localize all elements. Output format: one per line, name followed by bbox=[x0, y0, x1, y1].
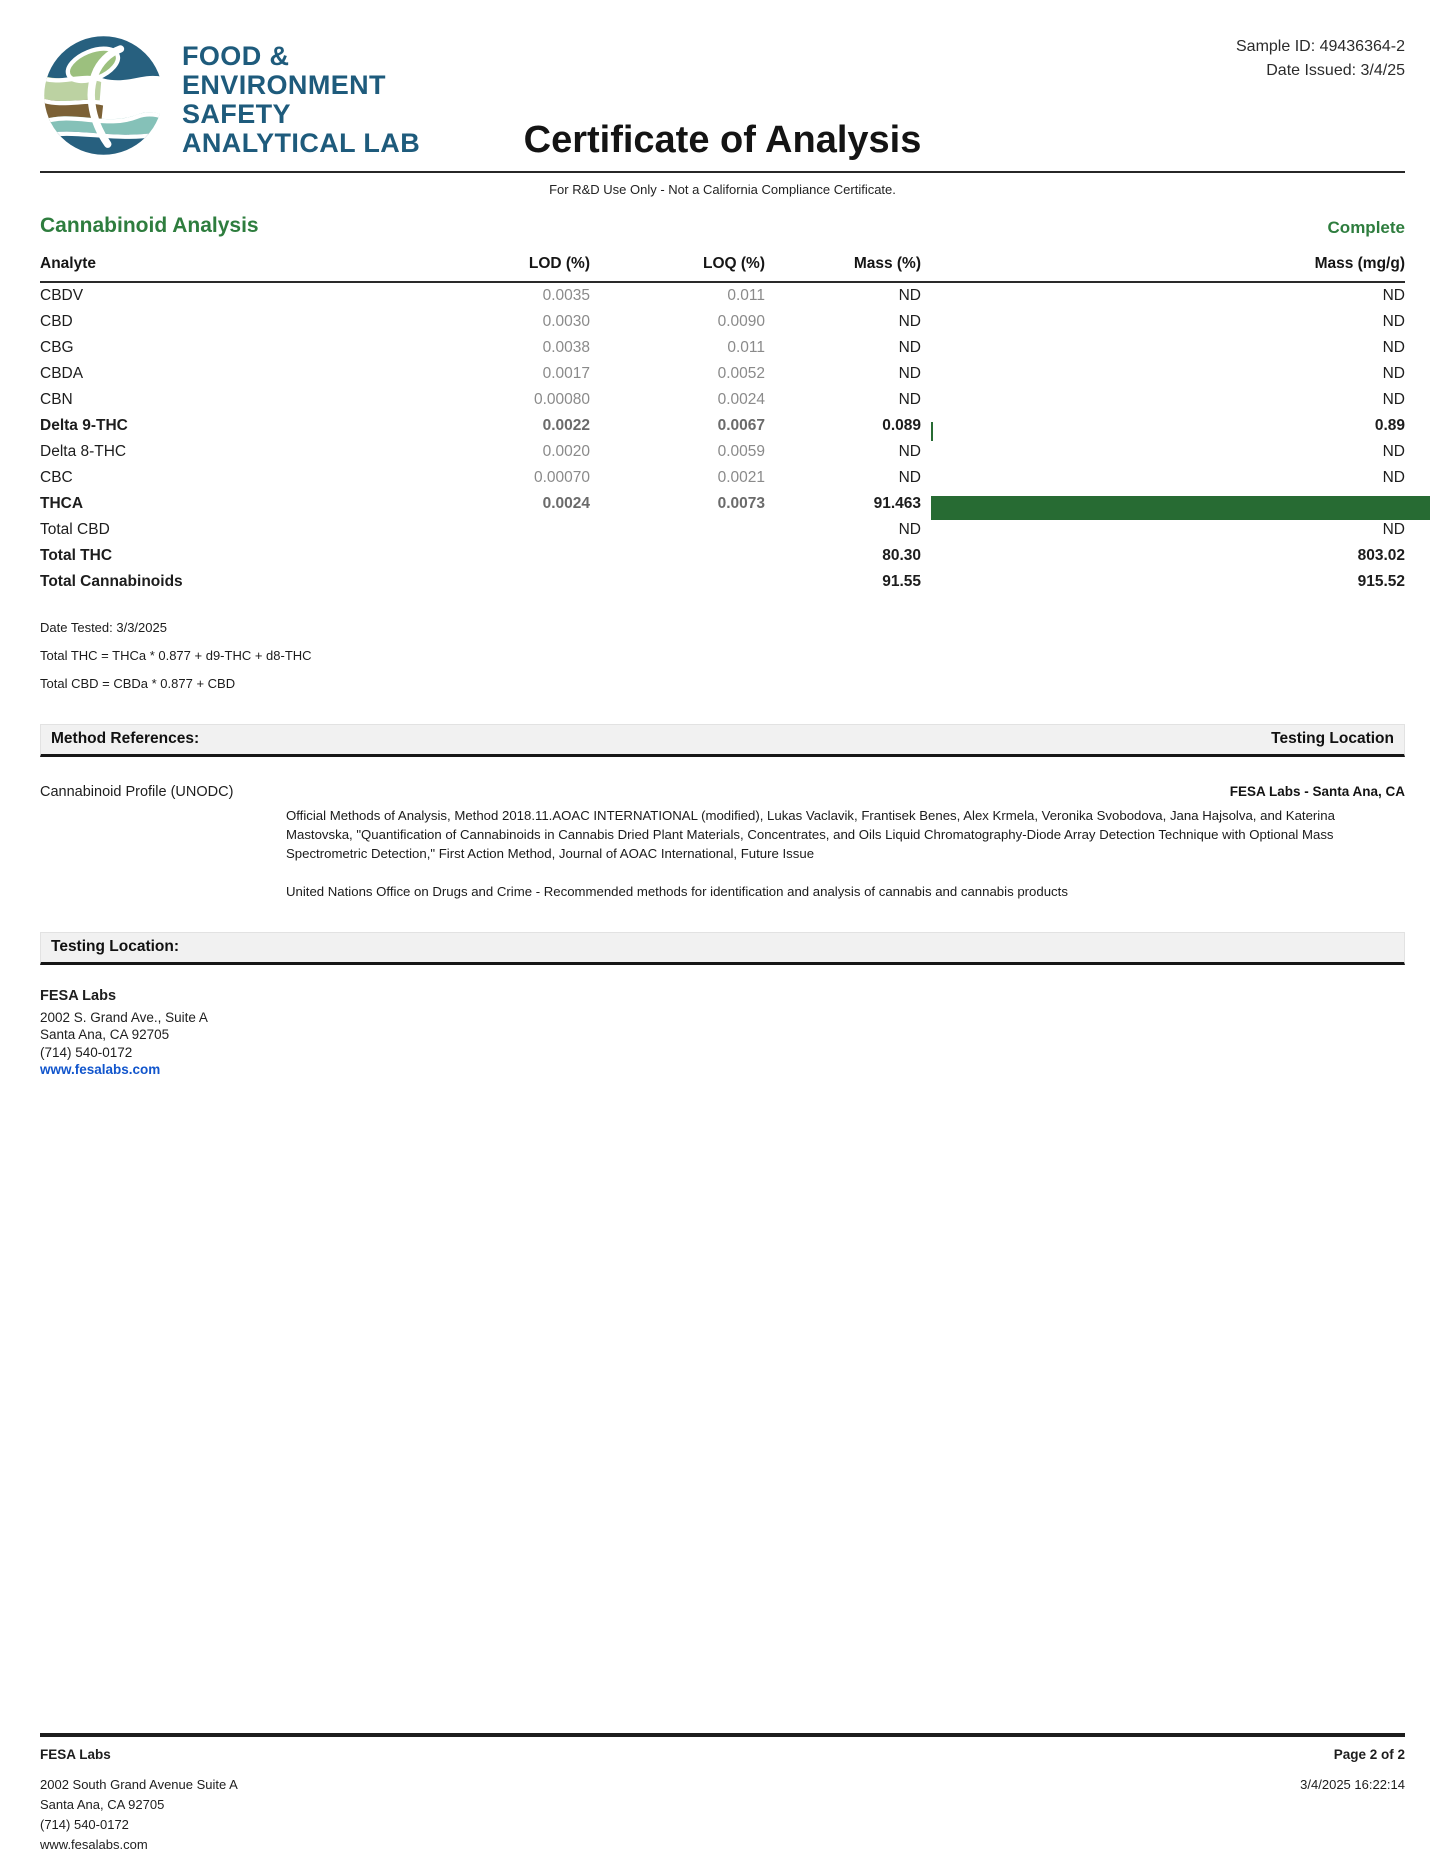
mass-mgg-value: ND bbox=[1382, 365, 1405, 382]
mass-pct-value: ND bbox=[898, 469, 921, 486]
analyte-name: CBG bbox=[40, 339, 74, 356]
analysis-header bbox=[40, 214, 1405, 238]
method-profile-row bbox=[40, 784, 1405, 800]
analyte-name: Total THC bbox=[40, 547, 113, 564]
analyte-name: Total CBD bbox=[40, 521, 110, 538]
loq-value bbox=[590, 517, 765, 543]
table-row-total-cannabinoids bbox=[40, 569, 1405, 595]
loq-value: 0.011 bbox=[727, 339, 765, 356]
testing-location-bar bbox=[40, 932, 1405, 965]
table-row bbox=[40, 439, 1405, 465]
mass-pct-value: ND bbox=[898, 521, 921, 538]
loq-value: 0.0073 bbox=[717, 495, 765, 512]
loq-value bbox=[590, 569, 765, 595]
lod-value bbox=[443, 517, 590, 543]
loq-value: 0.0024 bbox=[717, 391, 765, 408]
table-row bbox=[40, 517, 1405, 543]
loq-value: 0.0090 bbox=[717, 313, 765, 330]
document-subtitle: For R&D Use Only - Not a California Compliance Certificate. bbox=[549, 182, 896, 197]
lod-value: 0.0017 bbox=[542, 365, 590, 382]
mass-pct-value: ND bbox=[898, 339, 921, 356]
mass-pct-value: ND bbox=[898, 391, 921, 408]
page-number: Page 2 of 2 bbox=[1333, 1747, 1405, 1762]
mass-pct-value: 0.089 bbox=[882, 417, 921, 434]
method-reference-text: United Nations Office on Drugs and Crime - Recommended methods for identification and analysis of cannabis and cannabis products bbox=[286, 884, 1068, 899]
footer-lab-info bbox=[40, 1745, 238, 1855]
analyte-name: CBN bbox=[40, 391, 73, 408]
analyte-name: CBDV bbox=[40, 287, 84, 304]
mass-mgg-value: ND bbox=[1382, 469, 1405, 486]
lod-value: 0.0022 bbox=[542, 417, 590, 434]
table-row bbox=[40, 282, 1405, 309]
mass-mgg-value: 915.52 bbox=[1357, 573, 1405, 590]
table-row-delta9-thc bbox=[40, 413, 1405, 439]
thca-bar bbox=[931, 496, 1430, 520]
footer-address-line: Santa Ana, CA 92705 bbox=[40, 1797, 165, 1812]
method-testing-location-value: FESA Labs - Santa Ana, CA bbox=[1229, 784, 1405, 799]
table-row bbox=[40, 335, 1405, 361]
loq-value: 0.0021 bbox=[717, 469, 765, 486]
mass-pct-value: ND bbox=[898, 365, 921, 382]
mass-pct-value: 91.55 bbox=[882, 573, 921, 590]
loq-value bbox=[590, 543, 765, 569]
delta9-thc-bar bbox=[931, 421, 933, 441]
mass-pct-value: 91.463 bbox=[873, 495, 921, 512]
mass-mgg-value: ND bbox=[1382, 339, 1405, 356]
analyte-name: CBDA bbox=[40, 365, 84, 382]
status-badge: Complete bbox=[1327, 218, 1405, 237]
loq-value: 0.0059 bbox=[717, 443, 765, 460]
table-row bbox=[40, 361, 1405, 387]
logo-line: ENVIRONMENT bbox=[182, 70, 386, 100]
analyte-name: CBC bbox=[40, 469, 73, 486]
mass-mgg-value: ND bbox=[1382, 287, 1405, 304]
lod-value: 0.0035 bbox=[542, 287, 590, 304]
lod-value: 0.0030 bbox=[542, 313, 590, 330]
testing-location-block bbox=[40, 988, 1405, 1079]
method-references-bar bbox=[40, 724, 1405, 757]
col-lod: LOD (%) bbox=[443, 250, 590, 282]
print-timestamp: 3/4/2025 16:22:14 bbox=[1300, 1777, 1405, 1792]
footer-lab-name: FESA Labs bbox=[40, 1747, 111, 1762]
mass-pct-value: 80.30 bbox=[882, 547, 921, 564]
loq-value: 0.0067 bbox=[717, 417, 765, 434]
lod-value bbox=[443, 543, 590, 569]
lod-value: 0.00080 bbox=[533, 391, 590, 408]
footer-address-line: 2002 South Grand Avenue Suite A bbox=[40, 1777, 238, 1792]
mass-mgg-value: ND bbox=[1382, 443, 1405, 460]
cannabinoid-results-table bbox=[40, 250, 1405, 595]
footer-website-link[interactable]: www.fesalabs.com bbox=[40, 1837, 148, 1852]
lab-address-line: Santa Ana, CA 92705 bbox=[40, 1027, 170, 1042]
logo-line: ANALYTICAL LAB bbox=[182, 128, 421, 158]
analyte-name: THCA bbox=[40, 495, 84, 512]
mass-mgg-value: ND bbox=[1382, 313, 1405, 330]
lab-address-line: 2002 S. Grand Ave., Suite A bbox=[40, 1009, 208, 1025]
footer-phone: (714) 540-0172 bbox=[40, 1817, 129, 1832]
testing-location-label: Testing Location: bbox=[51, 938, 180, 955]
loq-value: 0.0052 bbox=[717, 365, 765, 382]
analyte-name: Total Cannabinoids bbox=[40, 573, 183, 590]
sample-meta bbox=[1236, 35, 1405, 83]
col-loq: LOQ (%) bbox=[590, 250, 765, 282]
analyte-name: Delta 8-THC bbox=[40, 443, 127, 460]
table-row-total-thc bbox=[40, 543, 1405, 569]
mass-pct-value: ND bbox=[898, 313, 921, 330]
sample-id: Sample ID: 49436364-2 bbox=[1236, 38, 1405, 55]
table-row bbox=[40, 465, 1405, 491]
date-tested: Date Tested: 3/3/2025 bbox=[40, 620, 167, 635]
mass-mgg-value: ND bbox=[1382, 521, 1405, 538]
method-reference-text: Official Methods of Analysis, Method 2018.11.AOAC INTERNATIONAL (modified), Lukas Vaclavik, Frantisek Benes, Alex Krmela, Veronika Svobodova, Jana Hajsolva, and Katerina Mastovska, "Quantification of Cannabinoids in Cannabis Dried Plant Materials, Concentrates, and Oils Liquid Chromatography-Diode Array Detection Technique with Optional Mass Spectrometric Detection," First Action Method, Journal of AOAC International, Future Issue bbox=[286, 808, 1335, 861]
logo-line: FOOD & bbox=[182, 41, 290, 71]
date-issued: Date Issued: 3/4/25 bbox=[1266, 62, 1405, 79]
total-cbd-formula: Total CBD = CBDa * 0.877 + CBD bbox=[40, 676, 236, 691]
lod-value: 0.00070 bbox=[533, 469, 590, 486]
table-row bbox=[40, 309, 1405, 335]
mass-mgg-value: ND bbox=[1382, 391, 1405, 408]
lab-phone: (714) 540-0172 bbox=[40, 1044, 133, 1060]
total-thc-formula: Total THC = THCa * 0.877 + d9-THC + d8-THC bbox=[40, 648, 312, 663]
lod-value: 0.0020 bbox=[542, 443, 590, 460]
table-header-row bbox=[40, 250, 1405, 282]
lod-value: 0.0024 bbox=[542, 495, 590, 512]
analyte-name: Delta 9-THC bbox=[40, 417, 128, 434]
page-header bbox=[40, 0, 1405, 173]
page-footer bbox=[40, 1733, 1405, 1855]
col-mass-pct: Mass (%) bbox=[765, 250, 921, 282]
col-analyte: Analyte bbox=[40, 250, 443, 282]
testing-location-column-label: Testing Location bbox=[1271, 730, 1394, 747]
method-profile-label: Cannabinoid Profile (UNODC) bbox=[40, 784, 234, 800]
table-row bbox=[40, 387, 1405, 413]
analyte-name: CBD bbox=[40, 313, 73, 330]
mass-mgg-value: 803.02 bbox=[1357, 547, 1405, 564]
loq-value: 0.011 bbox=[727, 287, 765, 304]
lod-value: 0.0038 bbox=[542, 339, 590, 356]
document-title: Certificate of Analysis bbox=[523, 119, 922, 161]
lab-website-link[interactable]: www.fesalabs.com bbox=[40, 1062, 161, 1077]
mass-pct-value: ND bbox=[898, 287, 921, 304]
method-references-label: Method References: bbox=[51, 730, 200, 747]
analysis-title: Cannabinoid Analysis bbox=[40, 214, 259, 237]
mass-pct-value: ND bbox=[898, 443, 921, 460]
logo-line: SAFETY bbox=[182, 99, 291, 129]
lod-value bbox=[443, 569, 590, 595]
col-mass-mgg: Mass (mg/g) bbox=[921, 250, 1405, 282]
lab-name: FESA Labs bbox=[40, 988, 117, 1004]
mass-mgg-value: 0.89 bbox=[1374, 417, 1405, 434]
result-notes bbox=[40, 620, 1405, 691]
footer-page-info bbox=[1300, 1745, 1405, 1795]
